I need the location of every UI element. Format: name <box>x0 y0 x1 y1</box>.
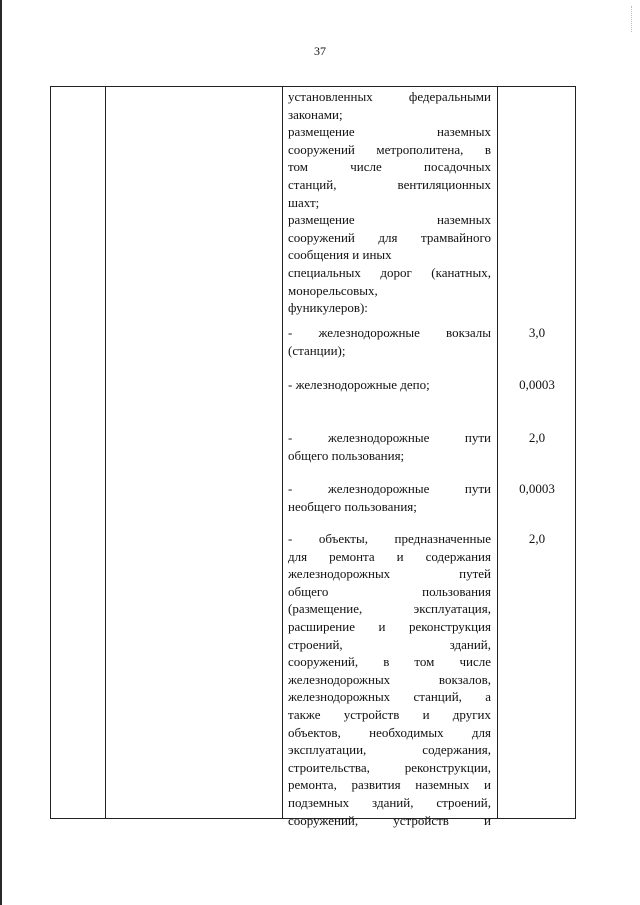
row-text-line: также устройств и других <box>288 707 491 722</box>
row-text-line: (размещение, эксплуатация, <box>288 601 491 617</box>
row-text-line: объектов, необходимых для <box>288 724 491 740</box>
row-text-line: общего пользования; <box>288 447 405 463</box>
intro-text-line: сообщения и иных <box>288 247 392 263</box>
row-text-line: сооружений, устройств и <box>288 812 491 828</box>
intro-text-line: сооружений для трамвайного <box>288 229 491 245</box>
table-col-line <box>575 86 576 819</box>
row-text-line: (станции); <box>288 342 346 358</box>
table-col-line <box>105 86 106 819</box>
intro-text-line: установленных федеральными <box>288 89 491 104</box>
row-text-line: строений, зданий, <box>288 636 491 652</box>
intro-text-line: специальных дорог (канатных, <box>288 265 491 280</box>
row-text-line: подземных зданий, строений, <box>288 795 491 810</box>
row-value: 0,0003 <box>519 481 555 496</box>
row-value: 0,0003 <box>519 377 555 392</box>
row-text-line: - железнодорожные пути <box>288 481 491 496</box>
row-text-line: - железнодорожные пути <box>288 430 491 445</box>
rates-table <box>50 86 576 828</box>
table-col-line <box>497 86 498 819</box>
row-text-line: общего пользования <box>288 583 491 599</box>
intro-text-line: сооружений метрополитена, в <box>288 141 491 157</box>
scan-mark <box>631 6 634 32</box>
intro-text-line: монорельсовых, <box>288 282 378 298</box>
row-text-line: эксплуатации, содержания, <box>288 742 491 758</box>
page-number: 37 <box>314 44 326 58</box>
intro-text-line: шахт; <box>288 194 320 210</box>
intro-text-line: размещение наземных <box>288 212 491 228</box>
row-value: 3,0 <box>528 325 546 340</box>
row-text-line: ремонта, развития наземных и <box>288 777 491 793</box>
row-text-line: - объекты, предназначенные <box>288 531 491 546</box>
row-text-line: железнодорожных станций, а <box>288 689 491 705</box>
intro-text-line: законами; <box>288 106 343 122</box>
table-col-line <box>282 86 283 819</box>
row-text-line: - железнодорожные депо; <box>288 377 430 392</box>
row-text-line: - железнодорожные вокзалы <box>288 325 491 340</box>
row-text-line: необщего пользования; <box>288 498 417 514</box>
row-text-line: железнодорожных путей <box>288 566 491 582</box>
intro-text-line: станций, вентиляционных <box>288 177 491 192</box>
row-value: 2,0 <box>528 531 546 546</box>
row-text-line: расширение и реконструкция <box>288 619 491 634</box>
intro-text-line: том числе посадочных <box>288 159 491 175</box>
row-text-line: сооружений, в том числе <box>288 654 491 670</box>
row-value: 2,0 <box>528 430 546 445</box>
row-text-line: железнодорожных вокзалов, <box>288 671 491 687</box>
table-col-line <box>50 86 51 819</box>
row-text-line: для ремонта и содержания <box>288 548 491 564</box>
intro-text-line: размещение наземных <box>288 124 491 140</box>
intro-text-line: фуникулеров): <box>288 300 368 316</box>
scan-left-edge <box>0 0 2 905</box>
row-text-line: строительства, реконструкции, <box>288 759 491 775</box>
